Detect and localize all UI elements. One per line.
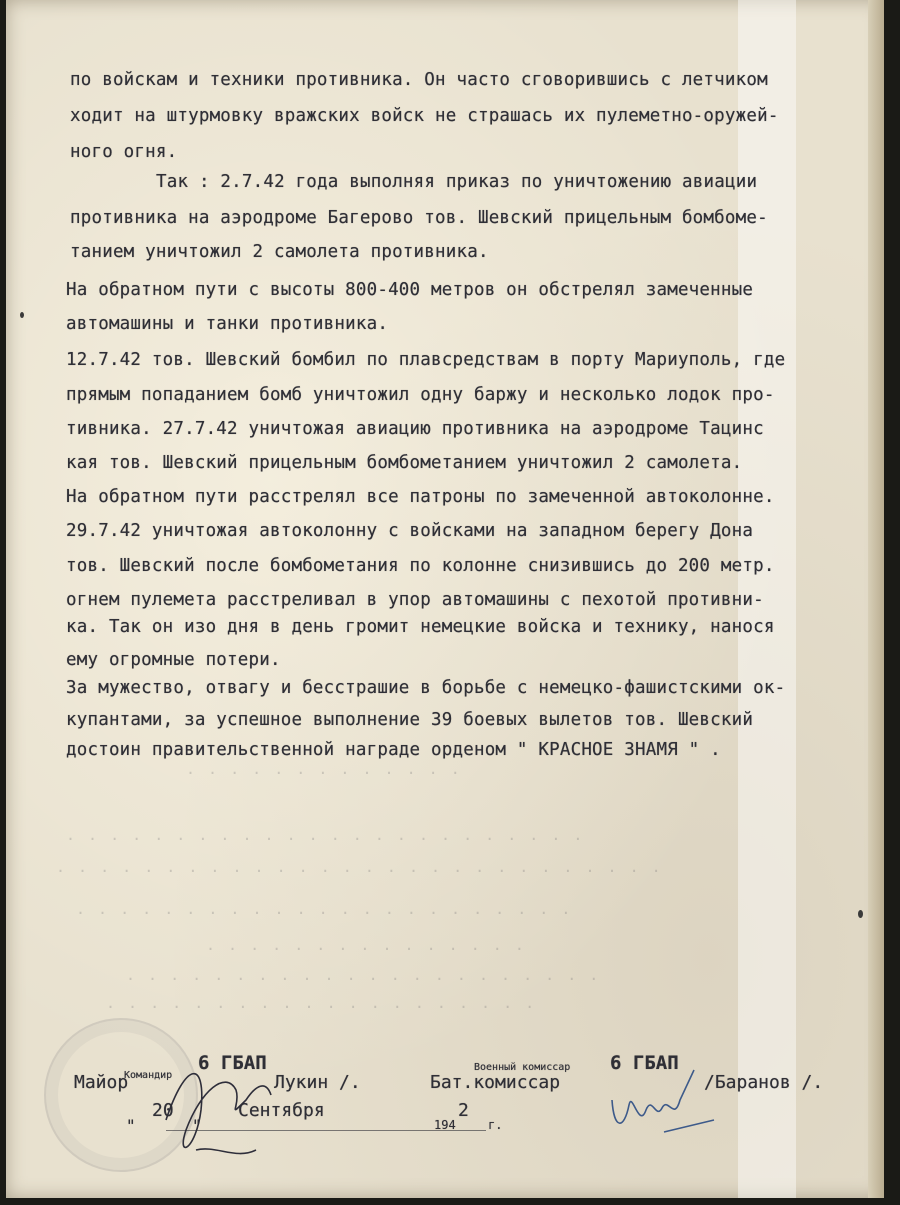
commissar-name: /Баранов /. — [704, 1072, 824, 1093]
body-line: достоин правительственной награде орденом " КРАСНОЕ ЗНАМЯ " . — [66, 740, 721, 760]
body-line: За мужество, отвагу и бесстрашие в борьбе с немецко-фашистскими ок- — [66, 678, 786, 698]
bleed-through-text: . . . . . . . . . . . . . . . . . . . . — [106, 994, 537, 1012]
body-line: автомашины и танки противника. — [66, 314, 389, 334]
body-line: кая тов. Шевский прицельным бомбометанием уничтожил 2 самолета. — [66, 453, 743, 473]
date-year-suffix: г. — [488, 1118, 503, 1132]
commander-unit: 6 ГБАП — [198, 1052, 267, 1074]
body-line: ему огромные потери. — [66, 650, 281, 670]
body-line: ного огня. — [70, 142, 178, 162]
body-line: тов. Шевский после бомбометания по колонне снизившись до 200 метр. — [66, 556, 775, 576]
commander-rank: Майор — [74, 1072, 129, 1093]
body-line: ходит на штурмовку вражских войск не страшась их пулеметно-оружей- — [70, 106, 779, 126]
body-line: купантами, за успешное выполнение 39 боевых вылетов тов. Шевский — [66, 710, 754, 730]
bleed-through-text: . . . . . . . . . . . . . . . . . . . . . . — [126, 966, 601, 984]
body-line: Так : 2.7.42 года выполняя приказ по уничтожению авиации — [156, 172, 758, 192]
bleed-through-text: . . . . . . . . . . . . . . . . . . . . . . . . . . . . — [56, 858, 663, 876]
commissar-signature — [604, 1060, 724, 1140]
body-line: 29.7.42 уничтожая автоколонну с войсками на западном берегу Дона — [66, 521, 754, 541]
body-line: 12.7.42 тов. Шевский бомбил по плавсредствам в порту Мариуполь, где — [66, 350, 786, 370]
commander-role: Командир — [124, 1070, 173, 1081]
bleed-through-text: . . . . . . . . . . . . . — [186, 760, 462, 778]
commander-name: Лукин /. — [274, 1072, 361, 1093]
bleed-through-text: . . . . . . . . . . . . . . . . . . . . . . . . — [66, 826, 585, 844]
document-page — [6, 0, 884, 1198]
commissar-rank: Бат.комиссар — [430, 1072, 561, 1093]
date-open-quote: " — [126, 1116, 136, 1135]
body-line: противника на аэродроме Багерово тов. Шевский прицельным бомбоме- — [70, 208, 768, 228]
hole-punch-mark — [20, 312, 24, 318]
body-line: танием уничтожил 2 самолета противника. — [70, 242, 489, 262]
commissar-role: Военный комиссар — [474, 1062, 571, 1073]
date-month: Сентября — [238, 1100, 325, 1121]
body-line: На обратном пути расстрелял все патроны по замеченной автоколонне. — [66, 487, 775, 507]
date-year-digit: 2 — [458, 1100, 469, 1121]
date-day: 20 — [152, 1100, 174, 1121]
body-line: по войскам и техники противника. Он часто сговорившись с летчиком — [70, 70, 768, 90]
hole-punch-mark — [858, 910, 863, 918]
document-body — [6, 0, 884, 760]
date-underline — [166, 1130, 486, 1131]
bleed-through-text: . . . . . . . . . . . . . . . — [206, 936, 526, 954]
body-line: прямым попаданием бомб уничтожил одну баржу и несколько лодок про- — [66, 385, 775, 405]
body-line: огнем пулемета расстреливал в упор автомашины с пехотой противни- — [66, 590, 764, 610]
commissar-unit: 6 ГБАП — [610, 1052, 679, 1074]
body-line: тивника. 27.7.42 уничтожая авиацию противника на аэродроме Тацинс — [66, 419, 764, 439]
date-year-prefix: 194 — [434, 1118, 456, 1132]
body-line: На обратном пути с высоты 800-400 метров он обстрелял замеченные — [66, 280, 754, 300]
bleed-through-text: . . . . . . . . . . . . . . . . . . . . . . . — [76, 900, 573, 918]
date-close-quote: " — [192, 1116, 202, 1135]
body-line: ка. Так он изо дня в день громит немецкие войска и технику, нанося — [66, 617, 775, 637]
